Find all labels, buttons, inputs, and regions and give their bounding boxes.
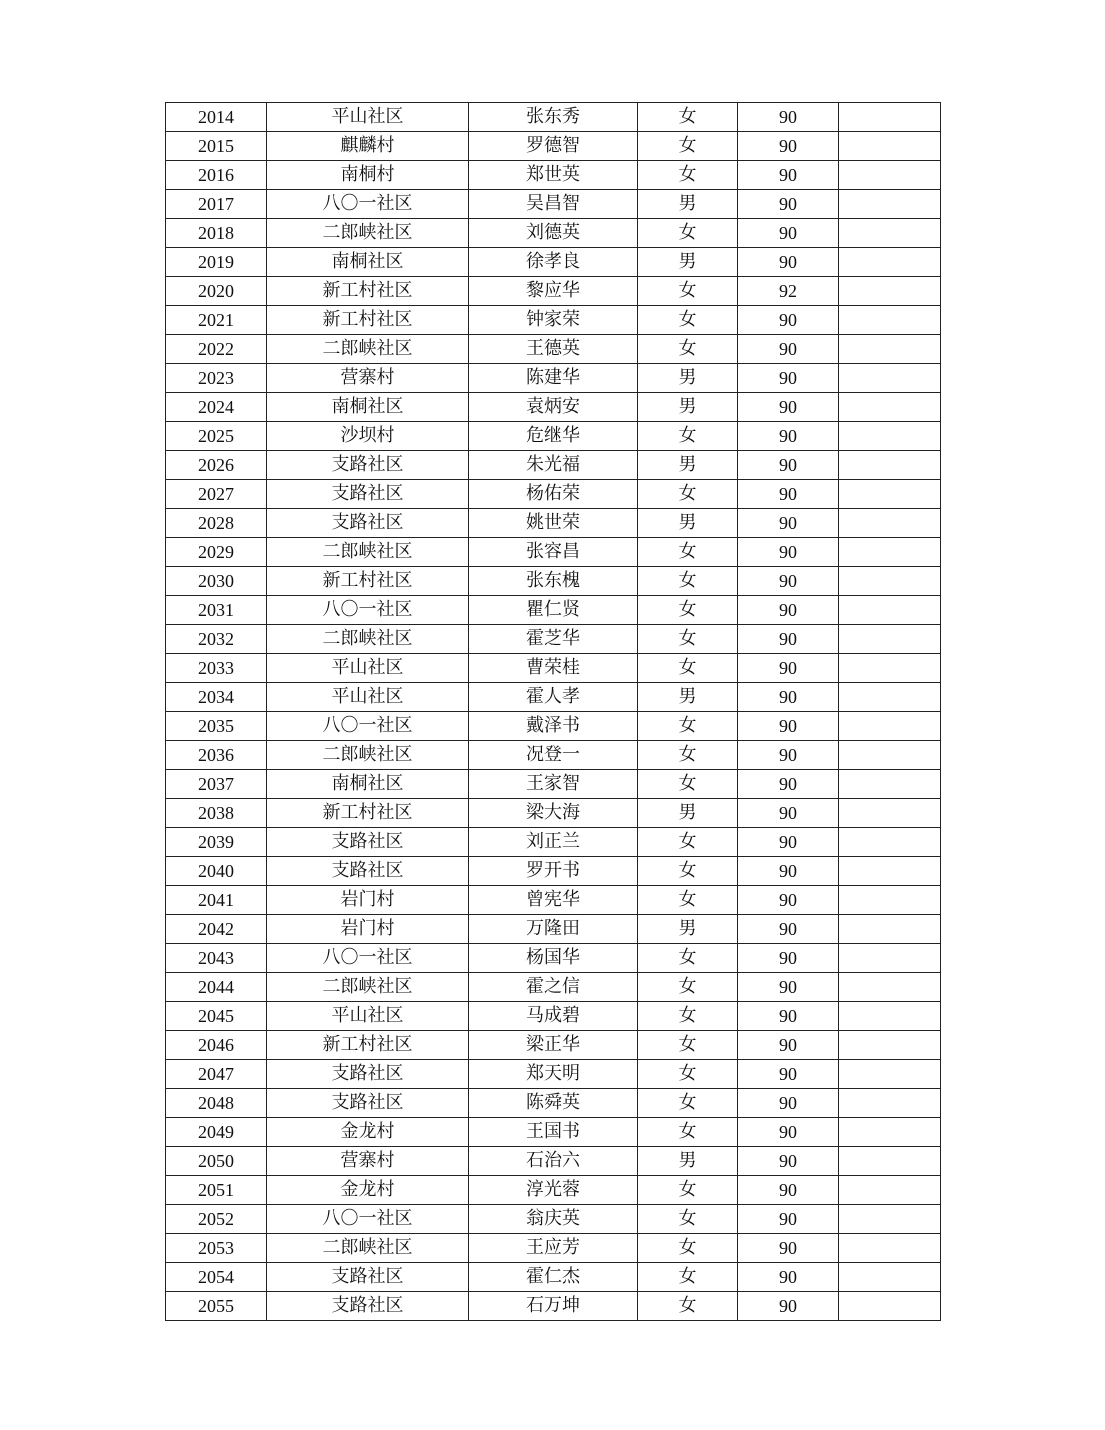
table-row [166,567,941,596]
cell-community: 沙坝村 [267,422,469,451]
table-row [166,1147,941,1176]
table-row [166,1002,941,1031]
roster-table-body [166,103,941,1321]
cell-remark [839,132,941,161]
cell-gender: 女 [638,1031,738,1060]
cell-gender: 女 [638,857,738,886]
table-row [166,799,941,828]
cell-community: 营寨村 [267,1147,469,1176]
cell-number: 2041 [166,886,267,915]
cell-number: 2023 [166,364,267,393]
cell-person-name: 郑天明 [469,1060,638,1089]
table-row [166,741,941,770]
table-row [166,915,941,944]
cell-age: 90 [738,538,839,567]
cell-gender: 女 [638,886,738,915]
cell-number: 2050 [166,1147,267,1176]
cell-remark [839,567,941,596]
cell-gender: 男 [638,799,738,828]
cell-age: 90 [738,248,839,277]
cell-gender: 女 [638,306,738,335]
cell-age: 90 [738,973,839,1002]
table-row [166,393,941,422]
cell-person-name: 梁正华 [469,1031,638,1060]
cell-community: 平山社区 [267,1002,469,1031]
cell-gender: 男 [638,509,738,538]
cell-gender: 女 [638,422,738,451]
cell-age: 90 [738,422,839,451]
cell-number: 2048 [166,1089,267,1118]
cell-remark [839,944,941,973]
cell-number: 2054 [166,1263,267,1292]
cell-community: 二郎峡社区 [267,538,469,567]
cell-gender: 女 [638,944,738,973]
table-row [166,683,941,712]
cell-gender: 女 [638,480,738,509]
cell-age: 90 [738,1205,839,1234]
cell-person-name: 朱光福 [469,451,638,480]
cell-community: 八〇一社区 [267,944,469,973]
cell-number: 2045 [166,1002,267,1031]
cell-community: 八〇一社区 [267,712,469,741]
cell-remark [839,1002,941,1031]
cell-person-name: 张东秀 [469,103,638,132]
table-row [166,538,941,567]
table-row [166,1089,941,1118]
cell-age: 90 [738,1176,839,1205]
cell-age: 90 [738,567,839,596]
cell-number: 2042 [166,915,267,944]
cell-number: 2026 [166,451,267,480]
cell-person-name: 霍人孝 [469,683,638,712]
cell-community: 支路社区 [267,1089,469,1118]
table-row [166,451,941,480]
cell-person-name: 霍芝华 [469,625,638,654]
table-row [166,944,941,973]
cell-community: 八〇一社区 [267,596,469,625]
cell-community: 营寨村 [267,364,469,393]
cell-person-name: 钟家荣 [469,306,638,335]
cell-person-name: 曾宪华 [469,886,638,915]
cell-person-name: 刘德英 [469,219,638,248]
cell-remark [839,219,941,248]
cell-gender: 女 [638,103,738,132]
cell-community: 南桐村 [267,161,469,190]
cell-person-name: 罗德智 [469,132,638,161]
cell-community: 二郎峡社区 [267,973,469,1002]
cell-person-name: 危继华 [469,422,638,451]
table-row [166,422,941,451]
cell-age: 90 [738,219,839,248]
cell-remark [839,306,941,335]
cell-age: 90 [738,596,839,625]
cell-age: 90 [738,915,839,944]
cell-community: 二郎峡社区 [267,741,469,770]
cell-remark [839,1089,941,1118]
cell-gender: 女 [638,770,738,799]
cell-remark [839,683,941,712]
cell-number: 2034 [166,683,267,712]
cell-remark [839,712,941,741]
cell-number: 2025 [166,422,267,451]
cell-community: 新工村社区 [267,306,469,335]
cell-person-name: 陈建华 [469,364,638,393]
table-row [166,1234,941,1263]
cell-person-name: 罗开书 [469,857,638,886]
table-row [166,828,941,857]
cell-age: 90 [738,828,839,857]
cell-age: 90 [738,1118,839,1147]
cell-community: 支路社区 [267,1263,469,1292]
cell-gender: 女 [638,219,738,248]
cell-remark [839,335,941,364]
cell-person-name: 梁大海 [469,799,638,828]
cell-age: 90 [738,1002,839,1031]
table-row [166,1176,941,1205]
table-row [166,480,941,509]
cell-remark [839,1234,941,1263]
cell-number: 2053 [166,1234,267,1263]
cell-gender: 女 [638,1176,738,1205]
cell-number: 2028 [166,509,267,538]
table-row [166,219,941,248]
cell-community: 支路社区 [267,451,469,480]
table-row [166,1205,941,1234]
cell-person-name: 杨佑荣 [469,480,638,509]
cell-gender: 女 [638,654,738,683]
cell-community: 新工村社区 [267,567,469,596]
cell-community: 支路社区 [267,857,469,886]
cell-age: 90 [738,1147,839,1176]
cell-person-name: 刘正兰 [469,828,638,857]
cell-gender: 女 [638,567,738,596]
cell-gender: 女 [638,1060,738,1089]
table-row [166,770,941,799]
cell-person-name: 姚世荣 [469,509,638,538]
cell-number: 2043 [166,944,267,973]
cell-gender: 女 [638,973,738,1002]
cell-gender: 女 [638,538,738,567]
cell-age: 90 [738,654,839,683]
cell-gender: 男 [638,190,738,219]
cell-number: 2035 [166,712,267,741]
table-row [166,190,941,219]
cell-community: 八〇一社区 [267,1205,469,1234]
cell-remark [839,596,941,625]
table-row [166,1060,941,1089]
cell-person-name: 霍之信 [469,973,638,1002]
cell-community: 平山社区 [267,103,469,132]
cell-age: 90 [738,364,839,393]
cell-community: 金龙村 [267,1176,469,1205]
cell-number: 2030 [166,567,267,596]
cell-community: 岩门村 [267,915,469,944]
cell-remark [839,1292,941,1321]
cell-gender: 男 [638,393,738,422]
cell-person-name: 袁炳安 [469,393,638,422]
table-row [166,306,941,335]
cell-remark [839,190,941,219]
cell-community: 新工村社区 [267,277,469,306]
cell-number: 2055 [166,1292,267,1321]
table-row [166,364,941,393]
cell-remark [839,538,941,567]
cell-person-name: 马成碧 [469,1002,638,1031]
cell-remark [839,1031,941,1060]
cell-number: 2032 [166,625,267,654]
table-row [166,335,941,364]
cell-person-name: 陈舜英 [469,1089,638,1118]
cell-gender: 男 [638,1147,738,1176]
cell-person-name: 王家智 [469,770,638,799]
cell-person-name: 王德英 [469,335,638,364]
cell-age: 90 [738,1031,839,1060]
cell-remark [839,509,941,538]
cell-community: 岩门村 [267,886,469,915]
table-row [166,654,941,683]
cell-number: 2031 [166,596,267,625]
cell-gender: 女 [638,625,738,654]
cell-remark [839,161,941,190]
cell-number: 2037 [166,770,267,799]
cell-age: 90 [738,712,839,741]
cell-community: 平山社区 [267,683,469,712]
cell-number: 2021 [166,306,267,335]
cell-age: 90 [738,306,839,335]
cell-age: 90 [738,1060,839,1089]
cell-age: 90 [738,451,839,480]
cell-person-name: 淳光蓉 [469,1176,638,1205]
table-row [166,1263,941,1292]
cell-age: 90 [738,190,839,219]
cell-remark [839,625,941,654]
cell-community: 二郎峡社区 [267,219,469,248]
cell-number: 2020 [166,277,267,306]
cell-age: 90 [738,480,839,509]
cell-number: 2022 [166,335,267,364]
cell-age: 90 [738,1263,839,1292]
cell-community: 南桐社区 [267,248,469,277]
cell-age: 90 [738,1292,839,1321]
cell-person-name: 戴泽书 [469,712,638,741]
cell-community: 平山社区 [267,654,469,683]
cell-remark [839,1147,941,1176]
cell-age: 90 [738,1234,839,1263]
cell-number: 2015 [166,132,267,161]
cell-gender: 女 [638,1263,738,1292]
cell-community: 南桐社区 [267,770,469,799]
cell-number: 2016 [166,161,267,190]
cell-gender: 女 [638,1002,738,1031]
cell-age: 90 [738,335,839,364]
cell-number: 2018 [166,219,267,248]
cell-person-name: 瞿仁贤 [469,596,638,625]
cell-person-name: 石万坤 [469,1292,638,1321]
cell-number: 2019 [166,248,267,277]
cell-gender: 女 [638,741,738,770]
cell-age: 90 [738,132,839,161]
cell-community: 南桐社区 [267,393,469,422]
cell-community: 新工村社区 [267,799,469,828]
cell-number: 2044 [166,973,267,1002]
cell-person-name: 曹荣桂 [469,654,638,683]
cell-remark [839,1118,941,1147]
cell-age: 90 [738,625,839,654]
cell-remark [839,1176,941,1205]
cell-remark [839,770,941,799]
cell-community: 支路社区 [267,828,469,857]
table-row [166,596,941,625]
cell-remark [839,857,941,886]
cell-number: 2017 [166,190,267,219]
table-row [166,509,941,538]
elderly-roster-table [165,102,941,1321]
table-row [166,277,941,306]
cell-person-name: 张东槐 [469,567,638,596]
cell-age: 90 [738,509,839,538]
cell-person-name: 石治六 [469,1147,638,1176]
cell-remark [839,364,941,393]
table-row [166,1292,941,1321]
cell-number: 2038 [166,799,267,828]
table-row [166,1031,941,1060]
cell-community: 支路社区 [267,1060,469,1089]
cell-number: 2029 [166,538,267,567]
cell-remark [839,654,941,683]
cell-person-name: 万隆田 [469,915,638,944]
cell-age: 90 [738,857,839,886]
cell-remark [839,480,941,509]
cell-person-name: 黎应华 [469,277,638,306]
cell-remark [839,248,941,277]
cell-gender: 女 [638,1089,738,1118]
cell-remark [839,1263,941,1292]
cell-number: 2027 [166,480,267,509]
cell-remark [839,393,941,422]
table-row [166,857,941,886]
table-row [166,886,941,915]
table-row [166,161,941,190]
cell-age: 90 [738,770,839,799]
table-row [166,132,941,161]
cell-gender: 女 [638,161,738,190]
cell-number: 2014 [166,103,267,132]
table-row [166,1118,941,1147]
cell-number: 2051 [166,1176,267,1205]
cell-remark [839,1060,941,1089]
cell-gender: 女 [638,1118,738,1147]
cell-remark [839,799,941,828]
cell-remark [839,1205,941,1234]
cell-age: 92 [738,277,839,306]
cell-age: 90 [738,683,839,712]
cell-number: 2033 [166,654,267,683]
cell-age: 90 [738,799,839,828]
cell-person-name: 王国书 [469,1118,638,1147]
table-row [166,625,941,654]
cell-community: 麒麟村 [267,132,469,161]
table-row [166,103,941,132]
cell-gender: 男 [638,451,738,480]
cell-number: 2049 [166,1118,267,1147]
cell-community: 支路社区 [267,509,469,538]
cell-age: 90 [738,1089,839,1118]
cell-age: 90 [738,393,839,422]
cell-gender: 男 [638,915,738,944]
cell-remark [839,741,941,770]
cell-remark [839,277,941,306]
table-row [166,973,941,1002]
cell-person-name: 郑世英 [469,161,638,190]
cell-number: 2047 [166,1060,267,1089]
cell-gender: 女 [638,828,738,857]
cell-community: 新工村社区 [267,1031,469,1060]
cell-gender: 女 [638,277,738,306]
cell-gender: 女 [638,132,738,161]
cell-number: 2040 [166,857,267,886]
cell-person-name: 况登一 [469,741,638,770]
cell-remark [839,973,941,1002]
cell-gender: 男 [638,683,738,712]
cell-person-name: 霍仁杰 [469,1263,638,1292]
cell-person-name: 王应芳 [469,1234,638,1263]
cell-community: 支路社区 [267,480,469,509]
cell-remark [839,422,941,451]
cell-gender: 女 [638,1292,738,1321]
cell-age: 90 [738,741,839,770]
cell-age: 90 [738,161,839,190]
cell-number: 2036 [166,741,267,770]
cell-gender: 女 [638,596,738,625]
cell-remark [839,103,941,132]
cell-age: 90 [738,886,839,915]
cell-community: 二郎峡社区 [267,1234,469,1263]
cell-community: 支路社区 [267,1292,469,1321]
cell-gender: 女 [638,712,738,741]
cell-remark [839,451,941,480]
cell-person-name: 杨国华 [469,944,638,973]
cell-number: 2039 [166,828,267,857]
cell-remark [839,915,941,944]
table-row [166,712,941,741]
cell-gender: 女 [638,335,738,364]
cell-community: 二郎峡社区 [267,625,469,654]
cell-person-name: 翁庆英 [469,1205,638,1234]
cell-gender: 女 [638,1205,738,1234]
cell-number: 2052 [166,1205,267,1234]
cell-person-name: 吴昌智 [469,190,638,219]
cell-person-name: 徐孝良 [469,248,638,277]
cell-gender: 女 [638,1234,738,1263]
cell-remark [839,828,941,857]
cell-number: 2046 [166,1031,267,1060]
cell-gender: 男 [638,248,738,277]
cell-person-name: 张容昌 [469,538,638,567]
cell-gender: 男 [638,364,738,393]
cell-age: 90 [738,944,839,973]
cell-remark [839,886,941,915]
cell-community: 八〇一社区 [267,190,469,219]
cell-age: 90 [738,103,839,132]
cell-number: 2024 [166,393,267,422]
table-row [166,248,941,277]
cell-community: 二郎峡社区 [267,335,469,364]
cell-community: 金龙村 [267,1118,469,1147]
